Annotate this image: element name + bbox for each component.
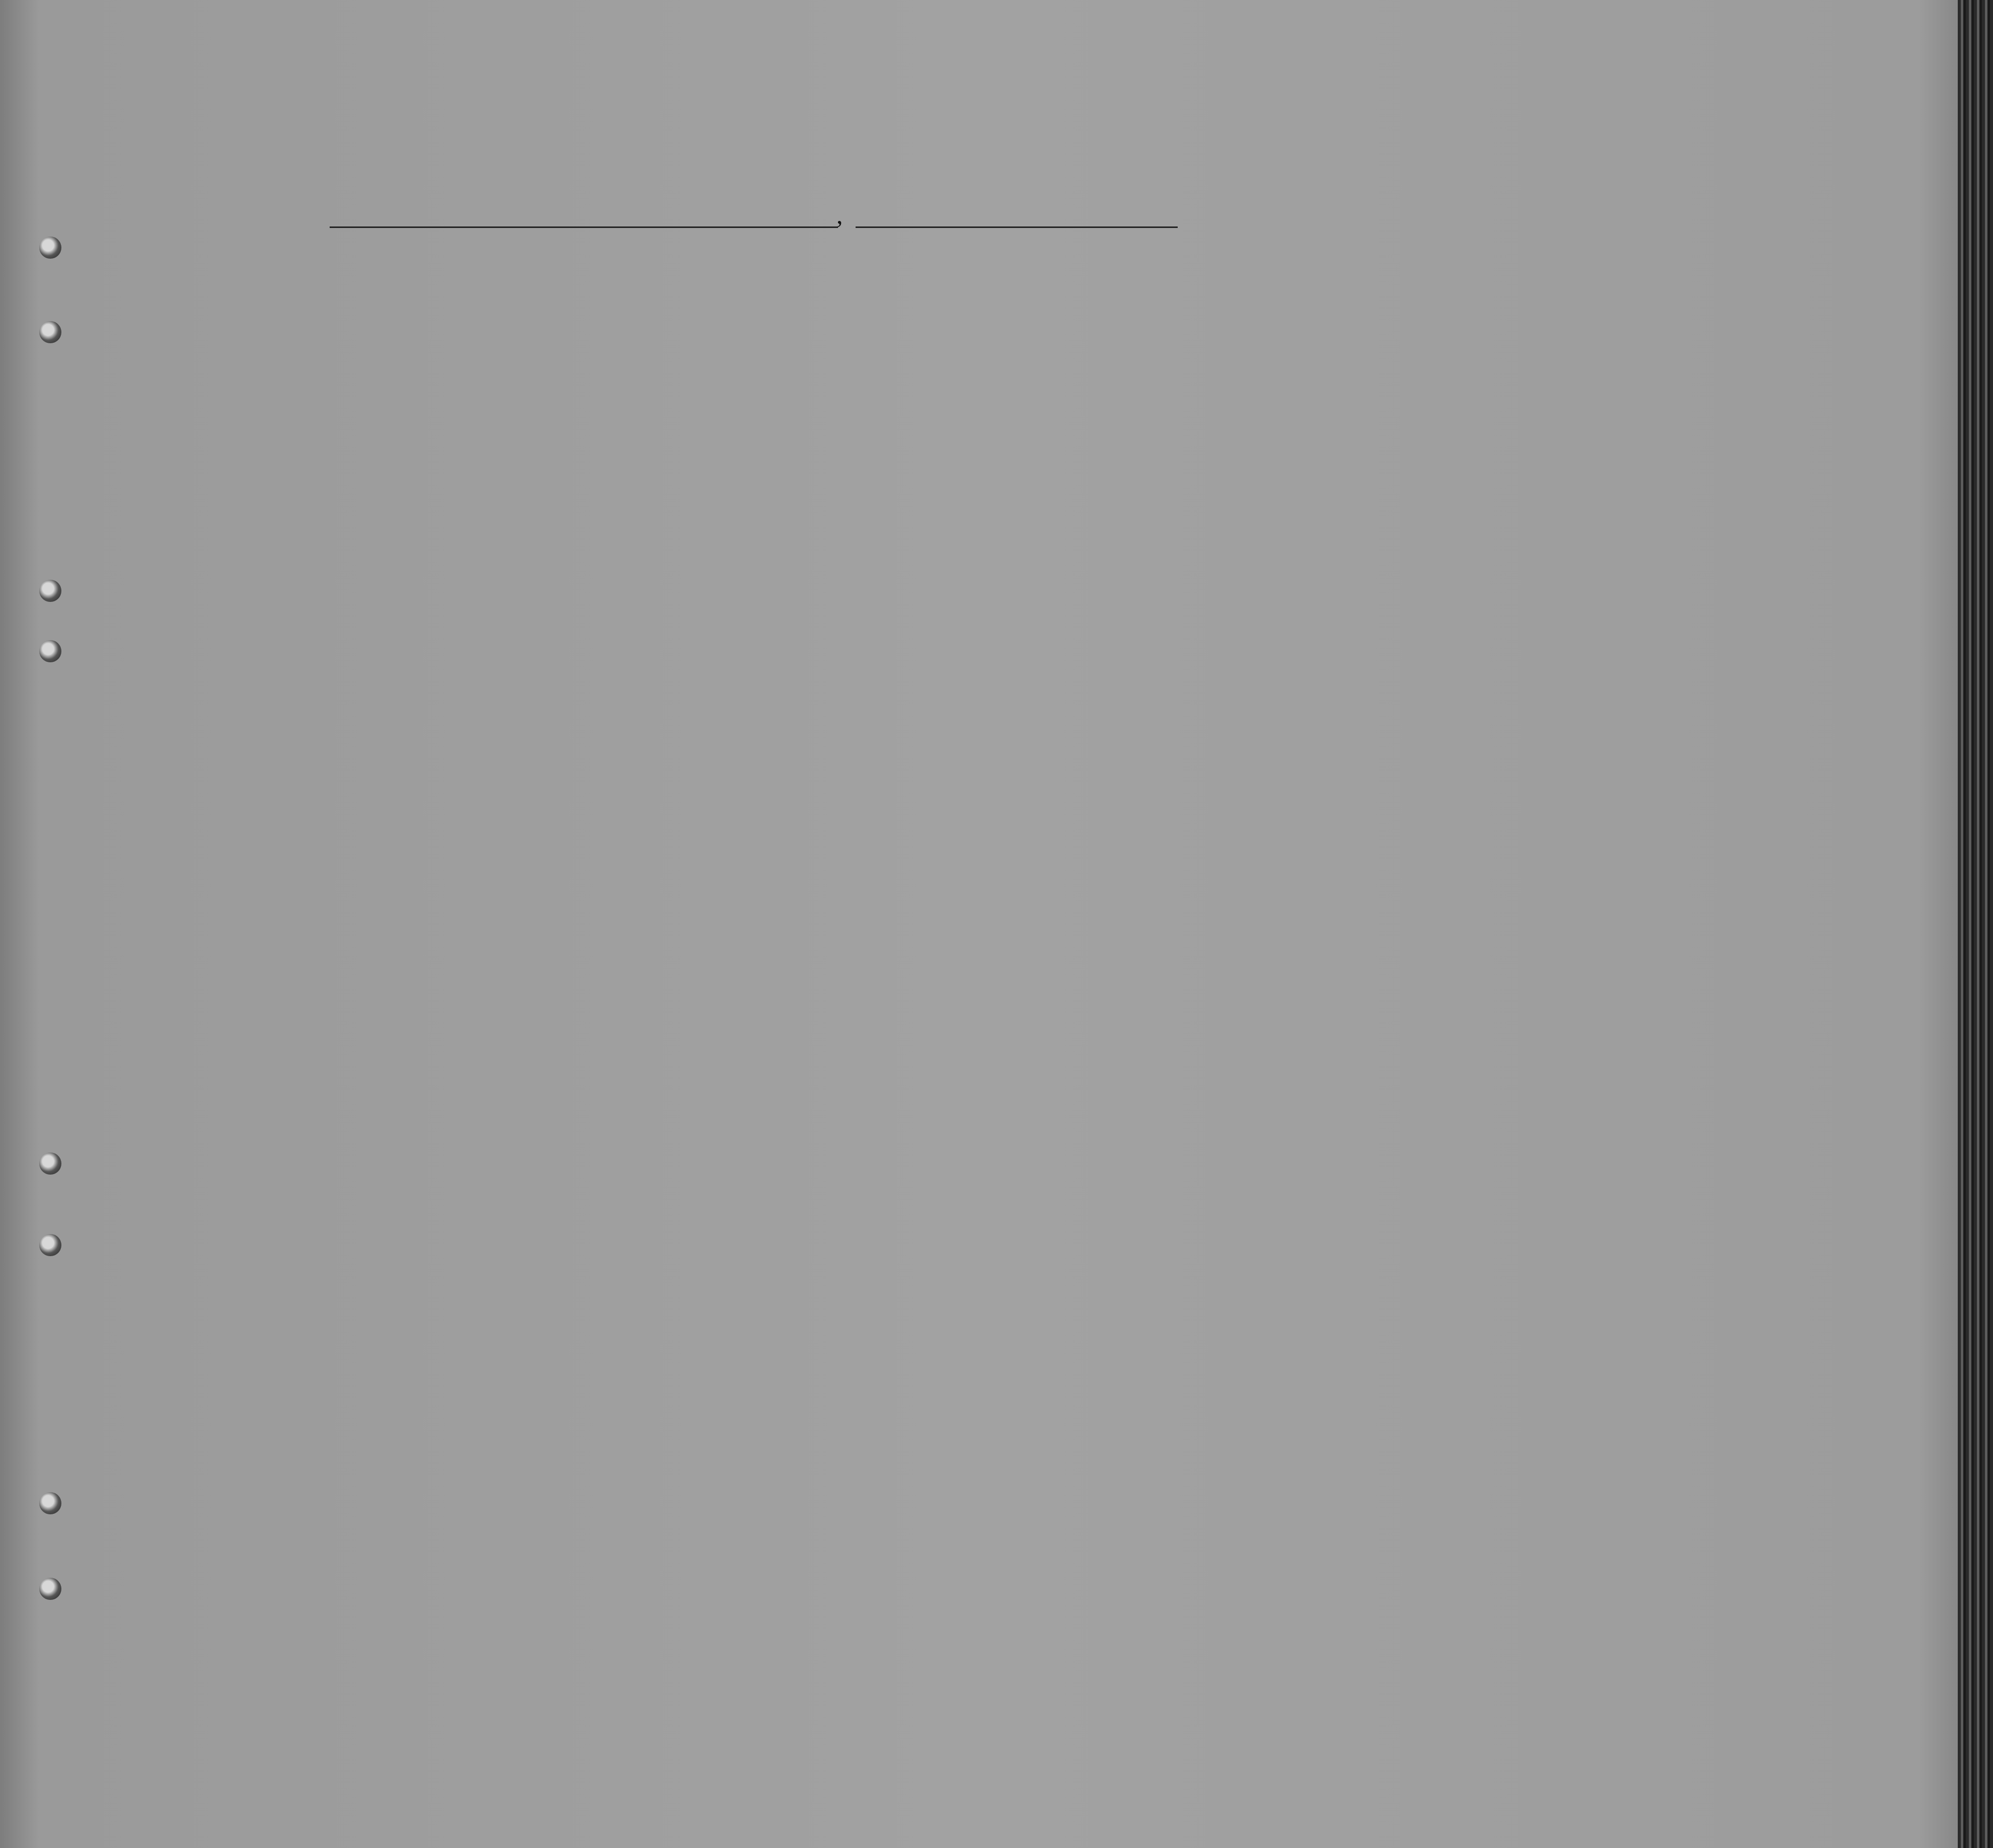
- comma: ,: [836, 201, 843, 229]
